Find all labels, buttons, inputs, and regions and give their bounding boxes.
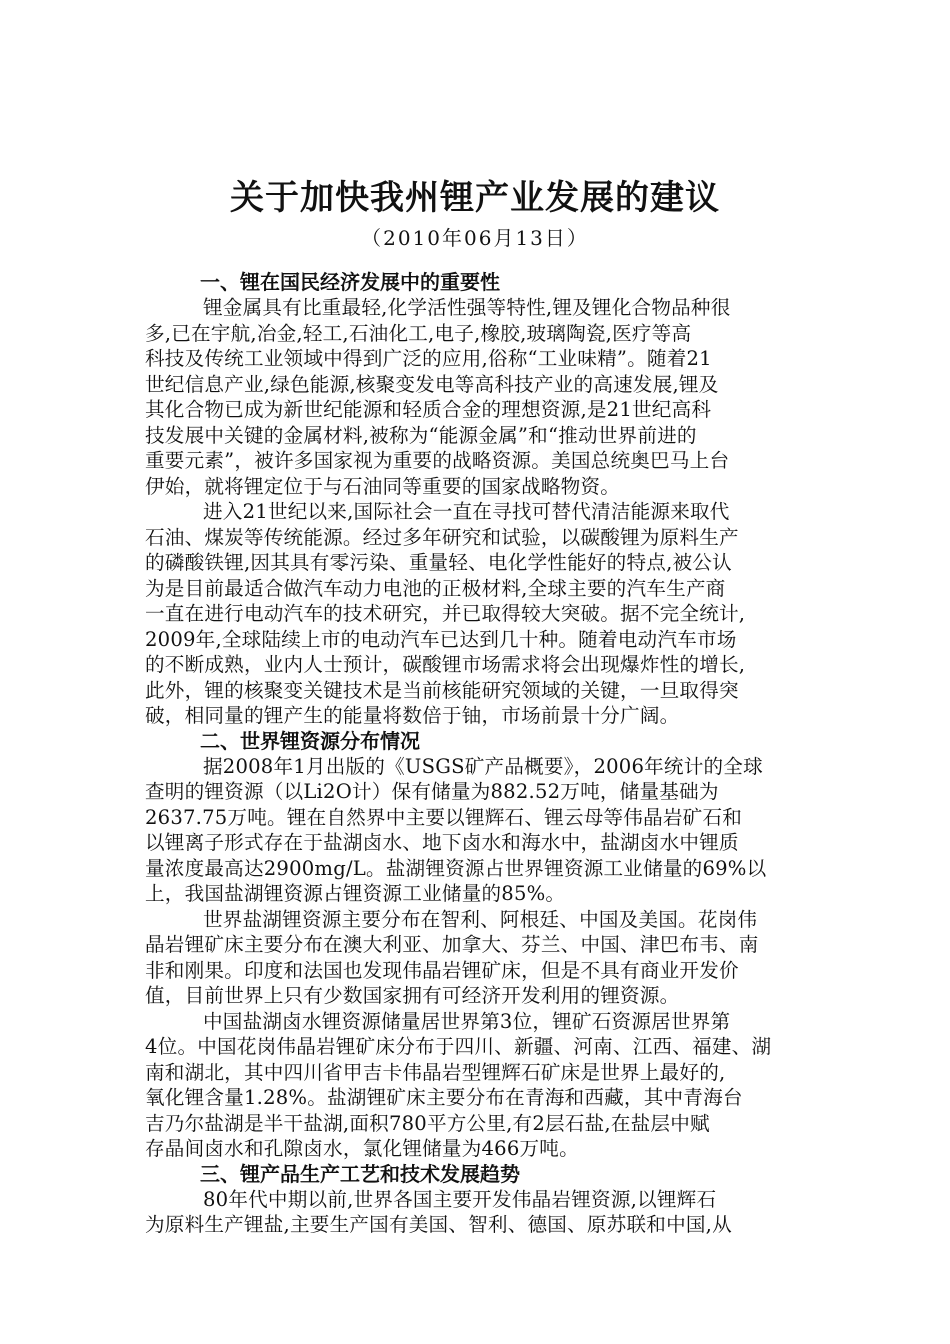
text-line: 科技及传统工业领域中得到广泛的应用,俗称“工业味精”。随着21	[145, 347, 712, 370]
paragraph	[145, 754, 810, 907]
text-line: 存晶间卤水和孔隙卤水，氯化锂储量为466万吨。	[145, 1137, 579, 1160]
text-line: 中国盐湖卤水锂资源储量居世界第3位，锂矿石资源居世界第	[203, 1009, 731, 1033]
text-line: 一直在进行电动汽车的技术研究，并已取得较大突破。据不完全统计,	[145, 602, 746, 625]
text-line: 重要元素”，被许多国家视为重要的战略资源。美国总统奥巴马上台	[145, 449, 730, 472]
paragraph	[145, 1187, 810, 1238]
text-line: 上，我国盐湖锂资源占锂资源工业储量的85%。	[145, 882, 566, 905]
text-line: 进入21世纪以来,国际社会一直在寻找可替代清洁能源来取代	[203, 500, 730, 523]
text-line: 非和刚果。印度和法国也发现伟晶岩锂矿床，但是不具有商业开发价	[145, 958, 739, 982]
text-line: 吉乃尔盐湖是半干盐湖,面积780平方公里,有2层石盐,在盐层中赋	[145, 1111, 710, 1135]
document-title: 关于加快我州锂产业发展的建议	[230, 178, 720, 218]
text-line: 据2008年1月出版的《USGS矿产品概要》，2006年统计的全球	[203, 754, 763, 778]
text-line: 为是目前最适合做汽车动力电池的正极材料,全球主要的汽车生产商	[145, 576, 726, 600]
text-line: 以锂离子形式存在于盐湖卤水、地下卤水和海水中，盐湖卤水中锂质	[145, 831, 739, 854]
text-line: 的磷酸铁锂,因其具有零污染、重量轻、电化学性能好的特点,被公认	[145, 551, 732, 574]
text-line: 此外，锂的核聚变关键技术是当前核能研究领域的关键，一旦取得突	[145, 678, 739, 702]
paragraph	[145, 295, 810, 499]
section-heading: 二、世界锂资源分布情况	[200, 728, 420, 753]
text-line: 为原料生产锂盐,主要生产国有美国、智利、德国、原苏联和中国,从	[145, 1213, 732, 1236]
text-line: 80年代中期以前,世界各国主要开发伟晶岩锂资源,以锂辉石	[203, 1187, 717, 1211]
text-line: 世纪信息产业,绿色能源,核聚变发电等高科技产业的高速发展,锂及	[145, 372, 719, 396]
text-line: 锂金属具有比重最轻,化学活性强等特性,锂及锂化合物品种很	[203, 296, 731, 319]
paragraph	[145, 499, 810, 729]
text-line: 的不断成熟，业内人士预计，碳酸锂市场需求将会出现爆炸性的增长,	[145, 653, 746, 676]
text-line: 伊始，就将锂定位于与石油同等重要的国家战略物资。	[145, 474, 621, 498]
text-line: 石油、煤炭等传统能源。经过多年研究和试验，以碳酸锂为原料生产	[145, 525, 739, 549]
text-line: 多,已在宇航,冶金,轻工,石油化工,电子,橡胶,玻璃陶瓷,医疗等高	[145, 321, 692, 345]
text-line: 其化合物已成为新世纪能源和轻质合金的理想资源,是21世纪高科	[145, 398, 712, 421]
text-line: 值，目前世界上只有少数国家拥有可经济开发利用的锂资源。	[145, 984, 680, 1007]
text-line: 4位。中国花岗伟晶岩锂矿床分布于四川、新疆、河南、江西、福建、湖	[145, 1035, 772, 1058]
text-line: 2637.75万吨。锂在自然界中主要以锂辉石、锂云母等伟晶岩矿石和	[145, 805, 743, 829]
text-line: 量浓度最高达2900mg/L。盐湖锂资源占世界锂资源工业储量的69%以	[145, 856, 767, 880]
text-line: 破，相同量的锂产生的能量将数倍于铀，市场前景十分广阔。	[145, 704, 680, 727]
text-line: 世界盐湖锂资源主要分布在智利、阿根廷、中国及美国。花岗伟	[203, 907, 758, 931]
text-line: 查明的锂资源（以Li2O计）保有储量为882.52万吨，储量基础为	[145, 780, 719, 803]
text-line: 南和湖北，其中四川省甲吉卡伟晶岩型锂辉石矿床是世界上最好的,	[145, 1060, 726, 1084]
text-line: 氧化锂含量1.28%。盐湖锂矿床主要分布在青海和西藏，其中青海台	[145, 1086, 743, 1109]
section-heading: 三、锂产品生产工艺和技术发展趋势	[200, 1161, 520, 1186]
document-date: （2010年06月13日）	[361, 226, 589, 250]
section-heading: 一、锂在国民经济发展中的重要性	[200, 270, 500, 294]
paragraph	[145, 1009, 810, 1162]
paragraph	[145, 907, 810, 1009]
text-line: 晶岩锂矿床主要分布在澳大利亚、加拿大、芬兰、中国、津巴布韦、南	[145, 933, 759, 956]
text-line: 技发展中关键的金属材料,被称为“能源金属”和“推动世界前进的	[145, 423, 697, 447]
text-line: 2009年,全球陆续上市的电动汽车已达到几十种。随着电动汽车市场	[145, 627, 737, 651]
document-body	[145, 270, 810, 1238]
